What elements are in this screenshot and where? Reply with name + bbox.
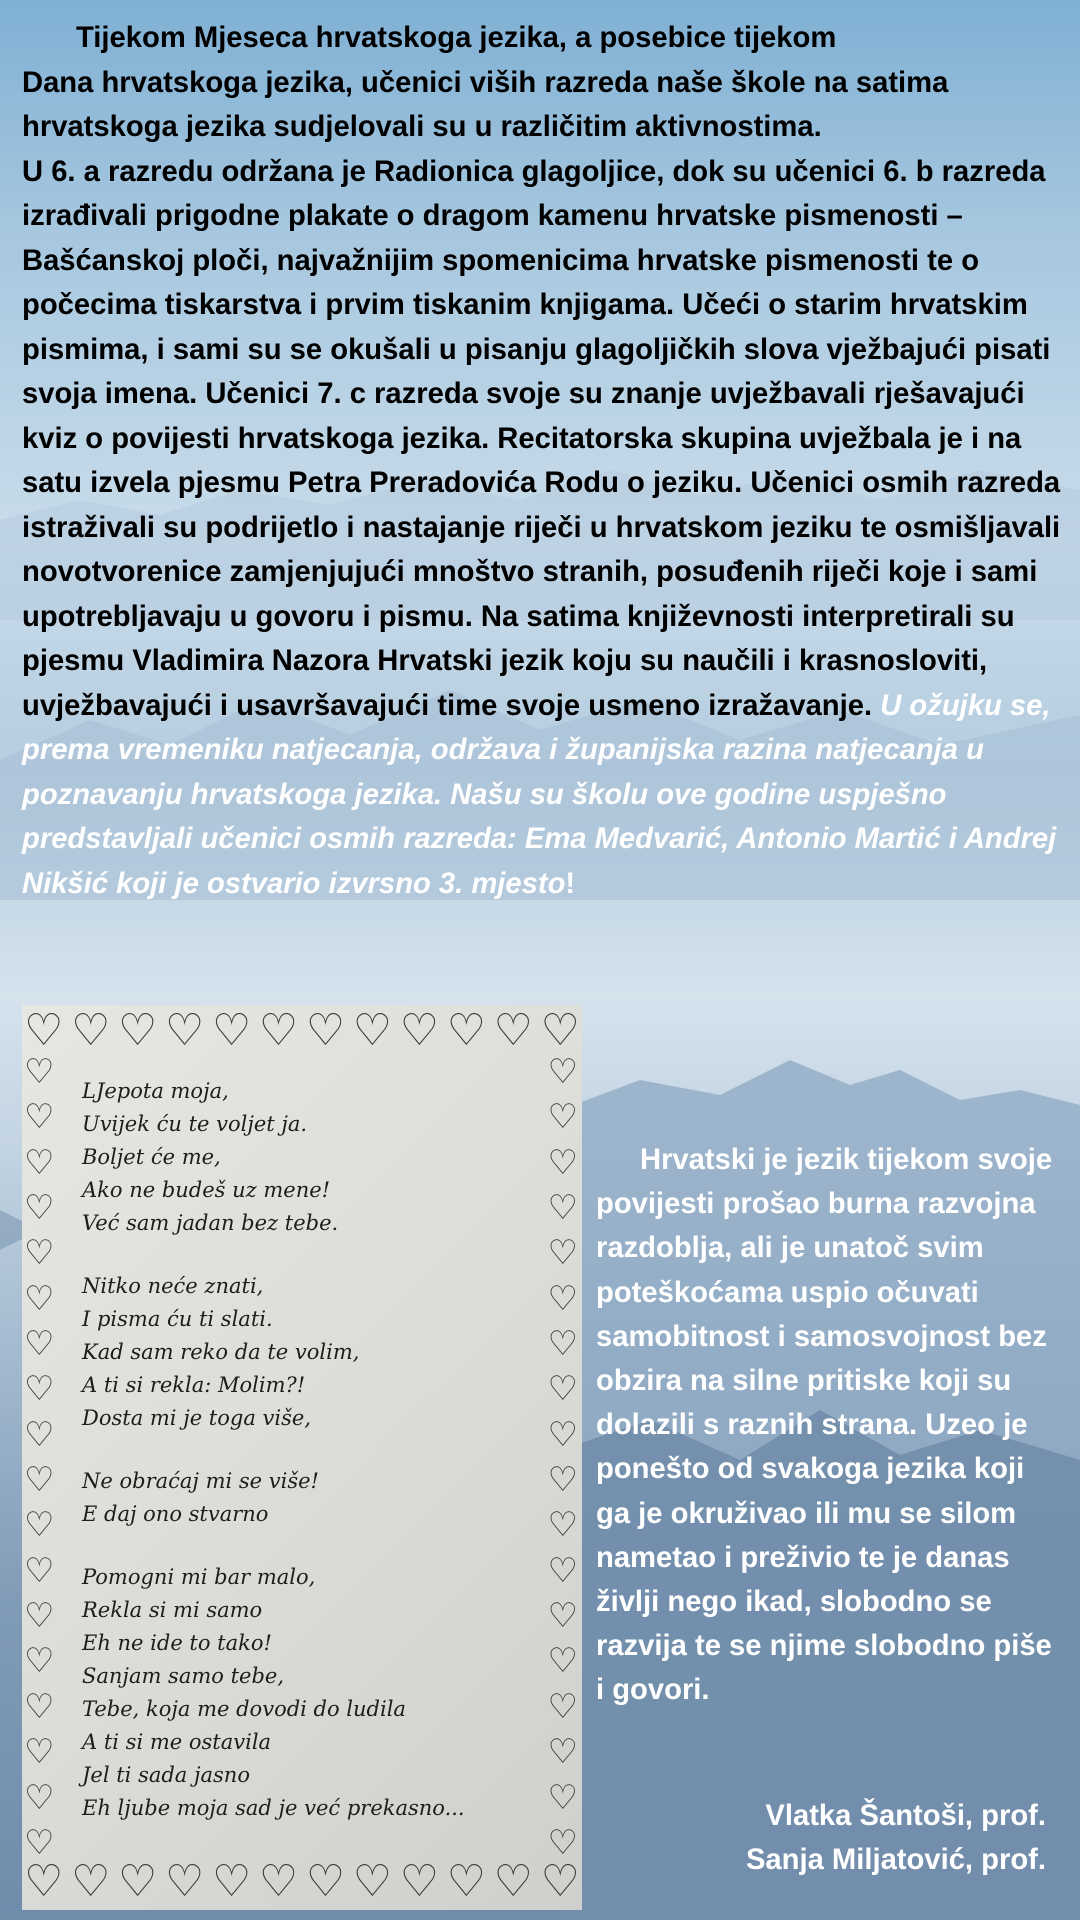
- heart-icon: ♡: [24, 1233, 55, 1274]
- heart-icon: ♡: [547, 1142, 578, 1183]
- poem-line: Dosta mi je toga više,: [82, 1406, 311, 1430]
- poem-line: Jel ti sada jasno: [82, 1763, 250, 1787]
- heart-icon: ♡: [24, 1641, 55, 1682]
- heart-icon: ♡: [24, 1097, 55, 1138]
- article-text: [22, 16, 1072, 906]
- poem-line: Boljet će me,: [82, 1145, 221, 1169]
- heart-icon: ♡: [399, 1005, 440, 1056]
- heart-icon: ♡: [24, 1324, 55, 1365]
- poem-line: Ne obraćaj mi se više!: [82, 1469, 319, 1493]
- heart-icon: ♡: [24, 1005, 64, 1056]
- heart-icon: ♡: [547, 1505, 578, 1546]
- competition-note: U ožujku se, prema vremeniku natjecanja, održava i županijska razina natjecanja u poznavanju hrvatskoga jezika. Našu su školu ove godine uspješno predstavljali učenici osmih razreda: Ema Medvarić, Antonio Martić i Andrej Nikšić koji je ostvario izvrsno 3. mjesto: [22, 689, 1057, 900]
- poem-line: Eh ne ide to tako!: [82, 1631, 272, 1655]
- heart-icon: ♡: [24, 1052, 55, 1092]
- poem-line: E daj ono stvarno: [82, 1502, 269, 1526]
- heart-icon: ♡: [24, 1142, 55, 1183]
- poem-line: Uvijek ću te voljet ja.: [82, 1112, 308, 1136]
- poem-line: LJepota moja,: [82, 1079, 229, 1103]
- heart-icon: ♡: [446, 1856, 487, 1907]
- heart-icon: ♡: [399, 1856, 440, 1907]
- heart-icon: ♡: [24, 1686, 55, 1727]
- heart-icon: ♡: [24, 1777, 55, 1818]
- heart-icon: ♡: [547, 1596, 578, 1637]
- author-name: Vlatka Šantoši, prof.: [765, 1800, 1046, 1832]
- poem-line: I pisma ću ti slati.: [82, 1307, 273, 1331]
- heart-icon: ♡: [24, 1460, 55, 1501]
- heart-icon: ♡: [540, 1005, 580, 1056]
- poem-line: Rekla si mi samo: [82, 1598, 263, 1622]
- poem-line: Već sam jadan bez tebe.: [82, 1211, 339, 1235]
- heart-icon: ♡: [24, 1822, 55, 1863]
- heart-icon: ♡: [24, 1596, 55, 1637]
- heart-icon: ♡: [24, 1278, 55, 1319]
- heart-icon: ♡: [547, 1233, 578, 1274]
- poem-line: Kad sam reko da te volim,: [82, 1340, 360, 1364]
- poem-line: Eh ljube moja sad je već prekasno...: [82, 1796, 465, 1820]
- poem-text: [82, 1075, 542, 1825]
- heart-icon: ♡: [352, 1005, 393, 1056]
- stanza-gap: [82, 1240, 542, 1270]
- heart-icon: ♡: [547, 1414, 578, 1455]
- heart-border-top: [22, 1005, 582, 1056]
- heart-icon: ♡: [540, 1856, 580, 1907]
- signature-block: [746, 1794, 1046, 1882]
- handwritten-poem-photo: [22, 1005, 582, 1910]
- heart-icon: ♡: [547, 1550, 578, 1591]
- heart-icon: ♡: [493, 1856, 533, 1907]
- competition-note-end: !: [565, 867, 576, 900]
- heart-icon: ♡: [258, 1005, 299, 1056]
- heart-icon: ♡: [164, 1856, 205, 1907]
- heart-icon: ♡: [24, 1414, 55, 1455]
- heart-icon: ♡: [117, 1005, 158, 1056]
- heart-icon: ♡: [164, 1005, 205, 1056]
- author-name: Sanja Miljatović, prof.: [745, 1844, 1046, 1876]
- heart-icon: ♡: [117, 1856, 158, 1907]
- heart-icon: ♡: [70, 1856, 111, 1907]
- heart-icon: ♡: [24, 1732, 55, 1773]
- heart-icon: ♡: [24, 1550, 55, 1591]
- heart-icon: ♡: [547, 1641, 578, 1682]
- heart-icon: ♡: [547, 1777, 578, 1818]
- article-paragraph-2: U 6. a razredu održana je Radionica glagoljice, dok su učenici 6. b razreda izrađivali prigodne plakate o dragom kamenu hrvatske pismenosti – Bašćanskoj ploči, najvažnijim spomenicima hrvatske pismenosti te o počecima tiskarstva i prvim tiskanim knjigama. Učeći o starim hrvatskim pismima, i sami su se okušali u pisanju glagoljičkih slova vježbajući pisati svoja imena. Učenici 7. c razreda svoje su znanje uvježbavali rješavajući kviz o povijesti hrvatskoga jezika. Recitatorska skupina uvježbala je i na satu izvela pjesmu Petra Preradovića Rodu o jeziku. Učenici osmih razreda istraživali su podrijetlo i nastajanje riječi u hrvatskom jeziku te osmišljavali novotvorenice zamjenjujući mnoštvo stranih, posuđenih riječi koje i sami upotrebljavaju u govoru i pismu. Na satima književnosti interpretirali su pjesmu Vladimira Nazora Hrvatski jezik koju su naučili i krasnosloviti, uvježbavajući i usavršavajući time svoje usmeno izražavanje.: [22, 155, 1061, 722]
- heart-icon: ♡: [493, 1005, 533, 1056]
- poem-line: A ti si me ostavila: [82, 1730, 272, 1754]
- heart-icon: ♡: [305, 1856, 346, 1907]
- side-paragraph: [596, 1138, 1066, 1713]
- heart-icon: ♡: [547, 1188, 578, 1229]
- heart-icon: ♡: [24, 1856, 64, 1907]
- heart-icon: ♡: [547, 1097, 578, 1138]
- heart-icon: ♡: [352, 1856, 393, 1907]
- heart-border-left: [24, 1052, 55, 1863]
- side-paragraph-text: Hrvatski je jezik tijekom svoje povijesti prošao burna razvojna razdoblja, ali je unatoč svim poteškoćama uspio očuvati samobitnost i samosvojnost bez obzira na silne pritiske koji su dolazili s raznih strana. Uzeo je ponešto od svakoga jezika koji ga je okruživao ili mu se silom nametao i preživio te je danas življi nego ikad, slobodno se razvija te se njime slobodno piše i govori.: [596, 1144, 1053, 1707]
- heart-icon: ♡: [547, 1369, 578, 1410]
- poem-line: Nitko neće znati,: [82, 1274, 264, 1298]
- heart-icon: ♡: [24, 1369, 55, 1410]
- heart-icon: ♡: [258, 1856, 299, 1907]
- heart-icon: ♡: [24, 1505, 55, 1546]
- heart-border-bottom: [22, 1856, 582, 1907]
- heart-icon: ♡: [446, 1005, 487, 1056]
- poem-line: Pomogni mi bar malo,: [82, 1565, 316, 1589]
- heart-icon: ♡: [211, 1856, 252, 1907]
- heart-icon: ♡: [547, 1052, 578, 1092]
- heart-border-right: [547, 1052, 578, 1863]
- heart-icon: ♡: [547, 1822, 578, 1863]
- heart-icon: ♡: [547, 1686, 578, 1727]
- heart-icon: ♡: [547, 1460, 578, 1501]
- heart-icon: ♡: [547, 1278, 578, 1319]
- article-paragraph-1: Dana hrvatskoga jezika, učenici viših razreda naše škole na satima hrvatskoga jezika sudjelovali su u različitim aktivnostima.: [22, 66, 949, 143]
- heart-icon: ♡: [211, 1005, 252, 1056]
- heart-icon: ♡: [547, 1732, 578, 1773]
- heart-icon: ♡: [547, 1324, 578, 1365]
- stanza-gap: [82, 1531, 542, 1561]
- poem-line: A ti si rekla: Molim?!: [82, 1373, 306, 1397]
- stanza-gap: [82, 1435, 542, 1465]
- heart-icon: ♡: [305, 1005, 346, 1056]
- heart-icon: ♡: [70, 1005, 111, 1056]
- poem-line: Sanjam samo tebe,: [82, 1664, 284, 1688]
- heart-icon: ♡: [24, 1188, 55, 1229]
- poem-line: Tebe, koja me dovodi do ludila: [82, 1697, 406, 1721]
- poem-line: Ako ne budeš uz mene!: [82, 1178, 331, 1202]
- article-intro: Tijekom Mjeseca hrvatskoga jezika, a posebice tijekom: [76, 22, 837, 54]
